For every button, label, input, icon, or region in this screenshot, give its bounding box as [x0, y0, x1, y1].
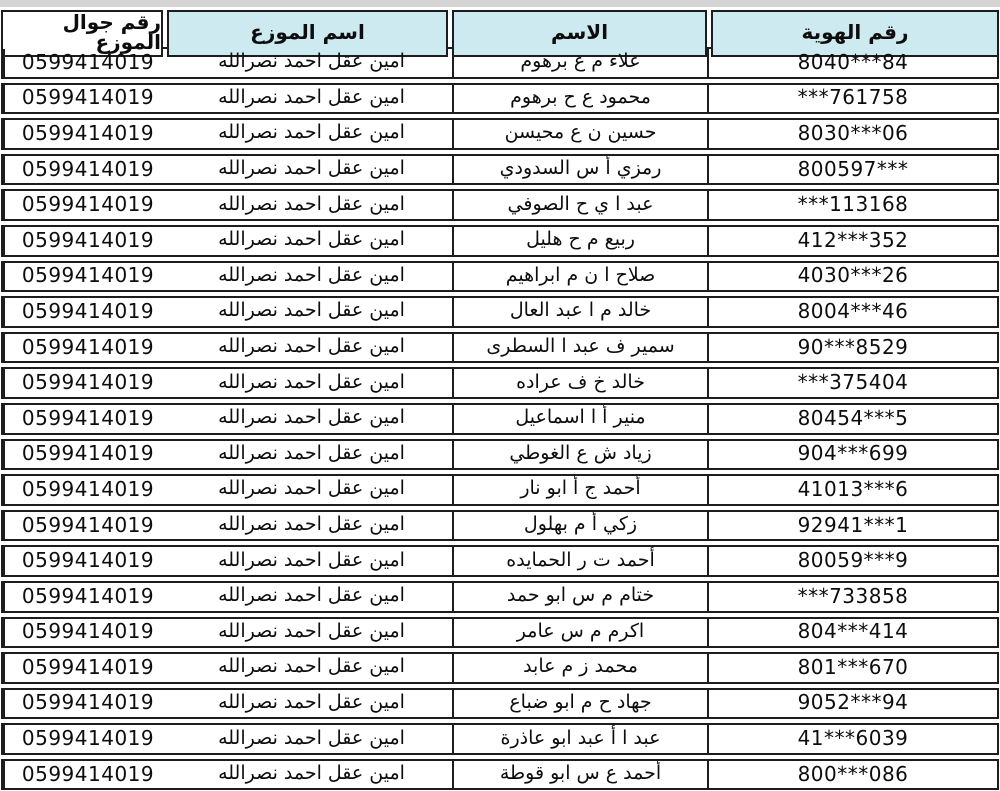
- cell-distributor-mobile: 0599414019: [3, 761, 171, 789]
- table-row: [1, 759, 999, 791]
- cell-distributor-mobile: 0599414019: [3, 725, 171, 753]
- table-row: [1, 617, 999, 649]
- cell-id-number: 80059***9: [797, 548, 909, 573]
- table-row: [1, 652, 999, 684]
- cell-distributor-name: امين عقل احمد نصرالله: [171, 583, 454, 611]
- cell-distributor-name: امين عقل احمد نصرالله: [171, 369, 454, 397]
- cell-id-number: 804***414: [797, 619, 909, 644]
- table-row: [1, 154, 999, 186]
- column-header-id-number: رقم الهوية: [711, 10, 999, 57]
- cell-distributor-name: امين عقل احمد نصرالله: [171, 761, 454, 789]
- cell-id-number: 80454***5: [797, 405, 909, 430]
- table-row: [1, 225, 999, 257]
- cell-id-number: 8040***84: [797, 49, 909, 74]
- table-row: [1, 510, 999, 542]
- cell-id-number: 800597***: [797, 156, 909, 181]
- cell-distributor-name: امين عقل احمد نصرالله: [171, 619, 454, 647]
- cell-distributor-mobile: 0599414019: [3, 263, 171, 291]
- table-row: [1, 474, 999, 506]
- cell-distributor-mobile: 0599414019: [3, 227, 171, 255]
- cell-id-number: 41***6039: [797, 726, 909, 751]
- cell-id-number: ***733858: [797, 583, 909, 608]
- table-row: [1, 688, 999, 720]
- cell-distributor-name: امين عقل احمد نصرالله: [171, 120, 454, 148]
- cell-person-name: علاء م ع برهوم: [454, 49, 709, 77]
- cell-id-number: 41013***6: [797, 476, 909, 501]
- cell-distributor-mobile: 0599414019: [3, 583, 171, 611]
- cell-person-name: خالد م ا عبد العال: [454, 298, 709, 326]
- cell-distributor-mobile: 0599414019: [3, 476, 171, 504]
- column-header-distributor-mobile: رقم جوال الموزع: [1, 10, 163, 57]
- cell-distributor-name: امين عقل احمد نصرالله: [171, 191, 454, 219]
- table-header-row: [1, 10, 999, 54]
- table-row: [1, 723, 999, 755]
- cell-person-name: منير أ ا اسماعيل: [454, 405, 709, 433]
- table-row: [1, 367, 999, 399]
- cell-id-number: 801***670: [797, 654, 909, 679]
- table-row: [1, 83, 999, 115]
- table-row: [1, 261, 999, 293]
- cell-distributor-name: امين عقل احمد نصرالله: [171, 476, 454, 504]
- cell-person-name: سمير ف عبد ا السطرى: [454, 334, 709, 362]
- table-body: [1, 47, 999, 790]
- cell-distributor-mobile: 0599414019: [3, 85, 171, 113]
- table-row: [1, 439, 999, 471]
- table-row: [1, 581, 999, 613]
- cell-distributor-mobile: 0599414019: [3, 120, 171, 148]
- cell-distributor-name: امين عقل احمد نصرالله: [171, 547, 454, 575]
- cell-distributor-mobile: 0599414019: [3, 49, 171, 77]
- cell-distributor-mobile: 0599414019: [3, 369, 171, 397]
- cell-id-number: 8030***06: [797, 120, 909, 145]
- cell-person-name: محمد ز م عابد: [454, 654, 709, 682]
- cell-distributor-name: امين عقل احمد نصرالله: [171, 334, 454, 362]
- cell-id-number: 92941***1: [797, 512, 909, 537]
- cell-distributor-name: امين عقل احمد نصرالله: [171, 512, 454, 540]
- cell-person-name: حسين ن ع محيسن: [454, 120, 709, 148]
- top-strip: [0, 0, 1000, 7]
- cell-person-name: ربيع م ح هليل: [454, 227, 709, 255]
- cell-id-number: 4030***26: [797, 263, 909, 288]
- cell-person-name: ختام م س ابو حمد: [454, 583, 709, 611]
- cell-person-name: صلاح ا ن م ابراهيم: [454, 263, 709, 291]
- cell-distributor-mobile: 0599414019: [3, 298, 171, 326]
- table-row: [1, 189, 999, 221]
- cell-person-name: عبد ا أ عبد ابو عاذرة: [454, 725, 709, 753]
- cell-id-number: 904***699: [797, 441, 909, 466]
- cell-distributor-name: امين عقل احمد نصرالله: [171, 690, 454, 718]
- column-header-distributor-name: اسم الموزع: [167, 10, 448, 57]
- cell-distributor-name: امين عقل احمد نصرالله: [171, 49, 454, 77]
- table-row: [1, 332, 999, 364]
- cell-id-number: 800***086: [797, 761, 909, 786]
- cell-id-number: 8004***46: [797, 298, 909, 323]
- table-row: [1, 545, 999, 577]
- cell-person-name: محمود ع ح برهوم: [454, 85, 709, 113]
- cell-person-name: أحمد ج أ ابو نار: [454, 476, 709, 504]
- cell-person-name: خالد خ ف عراده: [454, 369, 709, 397]
- cell-distributor-mobile: 0599414019: [3, 441, 171, 469]
- cell-distributor-name: امين عقل احمد نصرالله: [171, 654, 454, 682]
- cell-distributor-mobile: 0599414019: [3, 547, 171, 575]
- cell-distributor-mobile: 0599414019: [3, 156, 171, 184]
- cell-person-name: زكي أ م بهلول: [454, 512, 709, 540]
- table-row: [1, 118, 999, 150]
- cell-distributor-mobile: 0599414019: [3, 654, 171, 682]
- cell-id-number: ***375404: [797, 370, 909, 395]
- table-row: [1, 296, 999, 328]
- cell-distributor-mobile: 0599414019: [3, 512, 171, 540]
- cell-person-name: زياد ش ع الغوطي: [454, 441, 709, 469]
- cell-distributor-mobile: 0599414019: [3, 191, 171, 219]
- cell-person-name: أحمد ت ر الحمايده: [454, 547, 709, 575]
- cell-person-name: جهاد ح م ابو ضباع: [454, 690, 709, 718]
- cell-id-number: 412***352: [797, 227, 909, 252]
- cell-distributor-name: امين عقل احمد نصرالله: [171, 227, 454, 255]
- cell-distributor-name: امين عقل احمد نصرالله: [171, 725, 454, 753]
- cell-distributor-mobile: 0599414019: [3, 690, 171, 718]
- cell-person-name: رمزي أ س السدودي: [454, 156, 709, 184]
- table-row: [1, 403, 999, 435]
- cell-distributor-name: امين عقل احمد نصرالله: [171, 156, 454, 184]
- cell-person-name: عبد ا ي ح الصوفي: [454, 191, 709, 219]
- cell-id-number: 90***8529: [797, 334, 909, 359]
- cell-id-number: ***761758: [797, 85, 909, 110]
- cell-distributor-mobile: 0599414019: [3, 619, 171, 647]
- cell-distributor-mobile: 0599414019: [3, 405, 171, 433]
- cell-person-name: أحمد ع س ابو قوطة: [454, 761, 709, 789]
- cell-id-number: ***113168: [797, 192, 909, 217]
- cell-distributor-name: امين عقل احمد نصرالله: [171, 85, 454, 113]
- cell-distributor-name: امين عقل احمد نصرالله: [171, 441, 454, 469]
- cell-distributor-name: امين عقل احمد نصرالله: [171, 298, 454, 326]
- column-header-name: الاسم: [452, 10, 707, 57]
- cell-distributor-name: امين عقل احمد نصرالله: [171, 405, 454, 433]
- table-row: [1, 47, 999, 79]
- cell-person-name: اكرم م س عامر: [454, 619, 709, 647]
- distributors-table: [1, 10, 999, 790]
- cell-distributor-name: امين عقل احمد نصرالله: [171, 263, 454, 291]
- cell-distributor-mobile: 0599414019: [3, 334, 171, 362]
- cell-id-number: 9052***94: [797, 690, 909, 715]
